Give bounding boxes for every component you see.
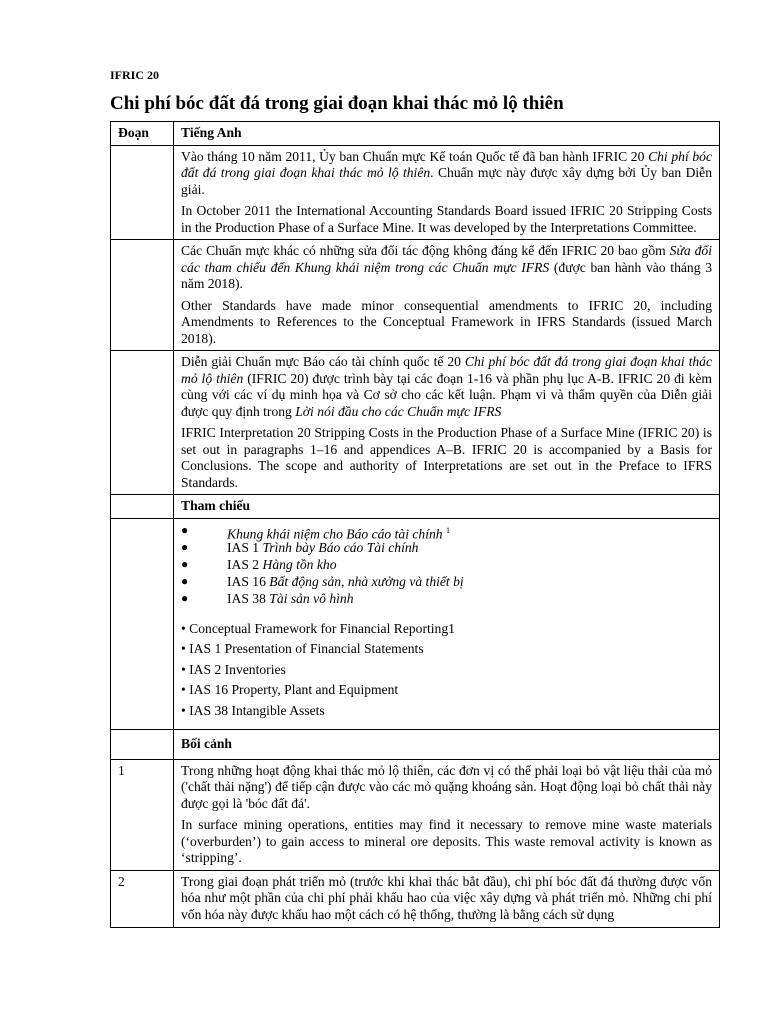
reference-en-item: • IAS 38 Intangible Assets — [181, 702, 325, 718]
paragraph-number-cell — [111, 240, 174, 351]
intro-row-2 — [111, 240, 720, 351]
paragraph-number: 1 — [111, 759, 174, 870]
intro-row-3 — [111, 351, 720, 495]
document-title: Chi phí bóc đất đá trong giai đoạn khai thác mỏ lộ thiên — [110, 93, 564, 114]
reference-item: ● IAS 38 Tài sản vô hình — [181, 590, 354, 606]
paragraph-number-cell — [111, 518, 174, 730]
column-header-paragraph: Đoạn — [111, 122, 174, 146]
intro-cell-2 — [174, 240, 720, 351]
paragraph-row-2 — [111, 870, 720, 927]
paragraph-row-1 — [111, 759, 720, 870]
intro-cell-3 — [174, 351, 720, 495]
reference-item: ● Khung khái niệm cho Báo cáo tài chính $^1$ — [181, 522, 450, 542]
paragraph-number-cell — [111, 730, 174, 760]
paragraph-cell-1 — [174, 759, 720, 870]
reference-en-item: • IAS 1 Presentation of Financial Statements — [181, 641, 424, 656]
bullet-icon: ● — [181, 556, 189, 571]
background-heading: Bối cảnh — [174, 730, 720, 760]
column-header-english: Tiếng Anh — [174, 122, 720, 146]
references-en-list — [181, 619, 712, 722]
bullet-icon: ● — [181, 539, 189, 554]
background-heading-row — [111, 730, 720, 760]
references-cell — [174, 518, 720, 730]
document-code: IFRIC 20 — [110, 68, 160, 82]
paragraph-cell-2 — [174, 870, 720, 927]
paragraph-number-cell — [111, 495, 174, 519]
reference-en-item: • IAS 2 Inventories — [181, 661, 286, 677]
bullet-icon: ● — [181, 522, 189, 537]
intro-cell-1 — [174, 145, 720, 240]
intro-en-3: IFRIC Interpretation 20 Stripping Costs in the Production Phase of a Surface Mine (IFRIC 20) is set out in paragraphs 1–16 and appendices A–B. IFRIC 20 is accompanied by a Basis for Conclusions. The scope and authority of Interpretations are set out in the Preface to IFRS Standards. — [181, 425, 712, 490]
references-vi-list — [181, 522, 712, 607]
intro-vi-1: Vào tháng 10 năm 2011, Ủy ban Chuẩn mực Kế toán Quốc tế đã ban hành IFRIC 20 Chi phí bóc đất đá trong giai đoạn khai thác mỏ lộ thiên. Chuẩn mực này được xây dựng bởi Ủy ban Diễn giải. — [181, 148, 712, 197]
paragraph-2-vi: Trong giai đoạn phát triển mỏ (trước khi khai thác bắt đầu), chi phí bóc đất đá thường được vốn hóa như một phần của chi phí phải khấu hao của việc xây dựng và phát triển mỏ. Những chi phí vốn hóa này được khấu hao một cách có hệ thống, thường là bằng cách sử dụng — [181, 873, 712, 922]
bullet-icon: ● — [181, 573, 189, 588]
reference-item: ● IAS 1 Trình bày Báo cáo Tài chính — [181, 539, 419, 555]
paragraph-1-vi: Trong những hoạt động khai thác mỏ lộ thiên, các đơn vị có thể phải loại bỏ vật liệu thải của mỏ ('chất thải nặng') để tiếp cận được vào các mỏ quặng khoáng sản. Hoạt động loại bỏ chất thải này được gọi là 'bóc đất đá'. — [181, 762, 712, 811]
paragraph-1-en: In surface mining operations, entities may find it necessary to remove mine waste materials (‘overburden’) to gain access to mineral ore deposits. This waste removal activity is known as ‘stripping’. — [181, 817, 712, 865]
intro-en-2: Other Standards have made minor consequential amendments to IFRIC 20, including Amendments to References to the Conceptual Framework in IFRS Standards (issued March 2018). — [181, 297, 712, 346]
references-row — [111, 518, 720, 730]
references-heading-row — [111, 495, 720, 519]
table-header-row — [111, 122, 720, 146]
content-table — [110, 121, 720, 928]
references-heading: Tham chiếu — [174, 495, 720, 519]
reference-en-item: • IAS 16 Property, Plant and Equipment — [181, 682, 399, 697]
intro-en-1: In October 2011 the International Accounting Standards Board issued IFRIC 20 Stripping Costs in the Production Phase of a Surface Mine. It was developed by the Interpretations Committee. — [181, 203, 712, 235]
reference-en-item: • Conceptual Framework for Financial Reporting1 — [181, 620, 455, 636]
reference-item: ● IAS 16 Bất động sản, nhà xưởng và thiết bị — [181, 573, 464, 589]
bullet-icon: ● — [181, 590, 189, 605]
paragraph-number-cell — [111, 145, 174, 240]
reference-item: ● IAS 2 Hàng tồn kho — [181, 556, 337, 572]
intro-vi-3: Diễn giải Chuẩn mực Báo cáo tài chính quốc tế 20 Chi phí bóc đất đá trong giai đoạn khai thác mỏ lộ thiên (IFRIC 20) được trình bày tại các đoạn 1-16 và phần phụ lục A-B. IFRIC 20 đi kèm cùng với các ví dụ minh họa và Cơ sở cho các kết luận. Phạm vi và thẩm quyền của Diễn giải được quy định trong Lời nói đầu cho các Chuẩn mực IFRS — [181, 354, 712, 419]
paragraph-number-cell — [111, 351, 174, 495]
paragraph-number: 2 — [111, 870, 174, 927]
paragraph-2-clip — [181, 874, 712, 924]
intro-vi-2: Các Chuẩn mực khác có những sửa đổi tác động không đáng kể đến IFRIC 20 bao gồm Sửa đổi các tham chiếu đến Khung khái niệm trong các Chuẩn mực IFRS (được ban hành vào tháng 3 năm 2018). — [181, 243, 712, 291]
intro-row-1 — [111, 145, 720, 240]
